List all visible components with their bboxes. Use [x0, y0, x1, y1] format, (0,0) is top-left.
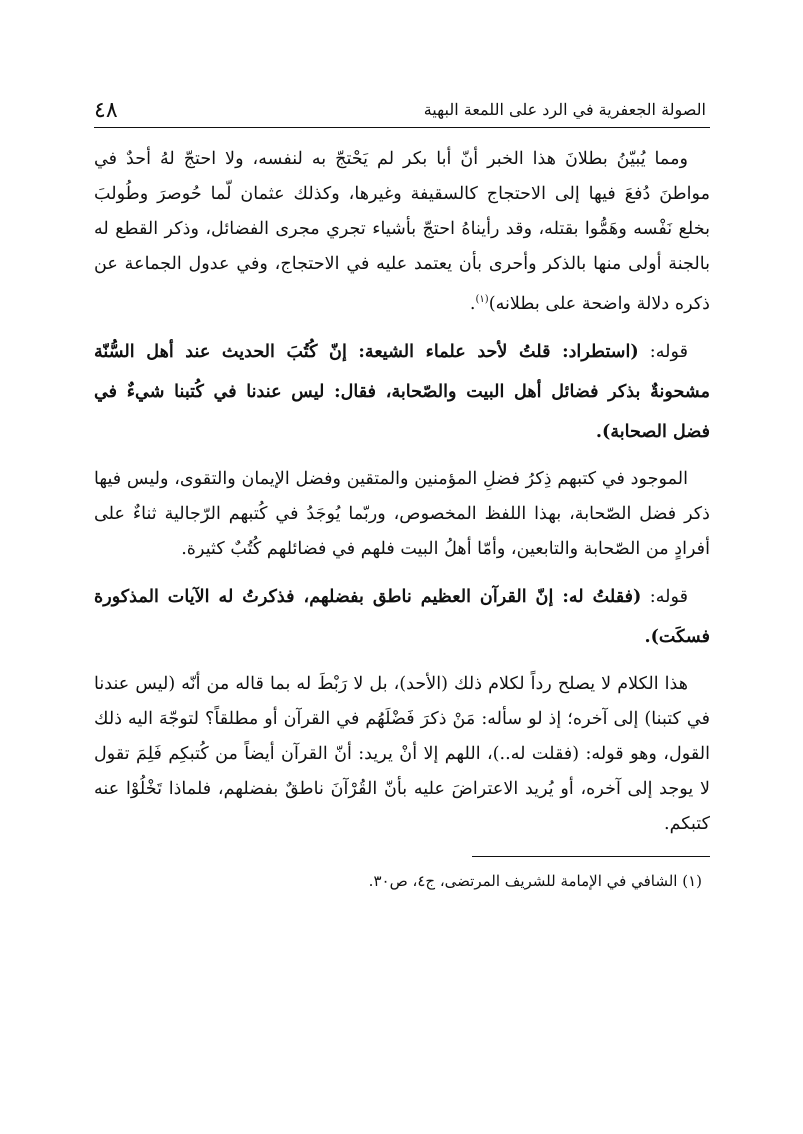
page-number: ٤٨: [94, 98, 118, 123]
footnote-divider: [472, 856, 710, 857]
footnote-ref: (١): [475, 294, 489, 305]
quote-2-intro: قوله:: [641, 586, 688, 607]
paragraph-1-end: .: [469, 293, 476, 314]
paragraph-3: هذا الكلام لا يصلح رداً لكلام ذلك (الأحد)، بل لا رَبْطَ له بما قاله من أنّه (ليس عندنا في كتبنا) إلى آخره؛ إذ لو سأله: مَنْ ذكرَ فَضْلَهُم في القرآن أو مطلقاً؟ لتوجّهَ اليه ذلك القول، وهو قوله: (فقلت له..)، اللهم إلا أنْ يريد: أنّ القرآن أيضاً من كُتبكِم فَلِمَ تقول لا يوجد إلى آخره، أو يُريد الاعتراضَ عليه بأنّ القُرْآنَ ناطقٌ بفضلهم، فلماذا تَخْلُوْا عنه كتبكم.: [94, 673, 710, 834]
quote-1: [94, 332, 710, 452]
paragraph-2: الموجود في كتبهم ذِكرُ فضلِ المؤمنين والمتقين وفضل الإيمان والتقوى، وليس فيها ذكر فضل الصّحابة، بهذا اللفظ المخصوص، وربّما يُوجَدُ في كُتبهم الرّجالية ثناءٌ على أفرادٍ من الصّحابة والتابعين، وأمّا أهلُ البيت فلهم في فضائلهم كُتُبٌ كثيرة.: [94, 468, 710, 559]
book-page: [94, 96, 710, 895]
page-header: [94, 96, 710, 128]
page-content: [94, 142, 710, 842]
quote-1-text: (استطراد: قلتُ لأحد علماء الشيعة: إنّ كُتُبَ الحديث عند أهل السُّنّة مشحونةٌ بذكر فضائل أهل البيت والصّحابة، فقال: ليس عندنا في كُتبنا شيءٌ في فضل الصحابة).: [94, 340, 710, 442]
quote-2-text: (فقلتُ له: إنّ القرآن العظيم ناطق بفضلهم، فذكرتُ له الآيات المذكورة فسكَت).: [94, 585, 710, 647]
paragraph-1: [94, 142, 710, 322]
running-title: الصولة الجعفرية في الرد على اللمعة البهية: [423, 100, 706, 119]
quote-2: [94, 577, 710, 657]
paragraph-1-text: ومما يُبيّنُ بطلانَ هذا الخبر أنّ أبا بكر لم يَحْتجّ به لنفسه، ولا احتجّ لهُ أحدٌ في مواطنَ دُفعَ فيها إلى الاحتجاج كالسقيفة وغيرها، وكذلك عثمان لّما حُوصرَ وطُولبَ بخلع نَفْسه وهَمُّوا بقتله، وقد رأيناهُ احتجّ بأشياء تجري مجرى الفضائل، وذكر القطع له بالجنة أولى منها بالذكر وأحرى بأن يعتمد عليه في الاحتجاج، وفي عدول الجماعة عن ذكره دلالة واضحة على بطلانه): [94, 149, 710, 314]
quote-1-intro: قوله:: [638, 341, 688, 362]
footnote: (١) الشافي في الإمامة للشريف المرتضى، ج٤، ص٣٠.: [368, 871, 702, 890]
